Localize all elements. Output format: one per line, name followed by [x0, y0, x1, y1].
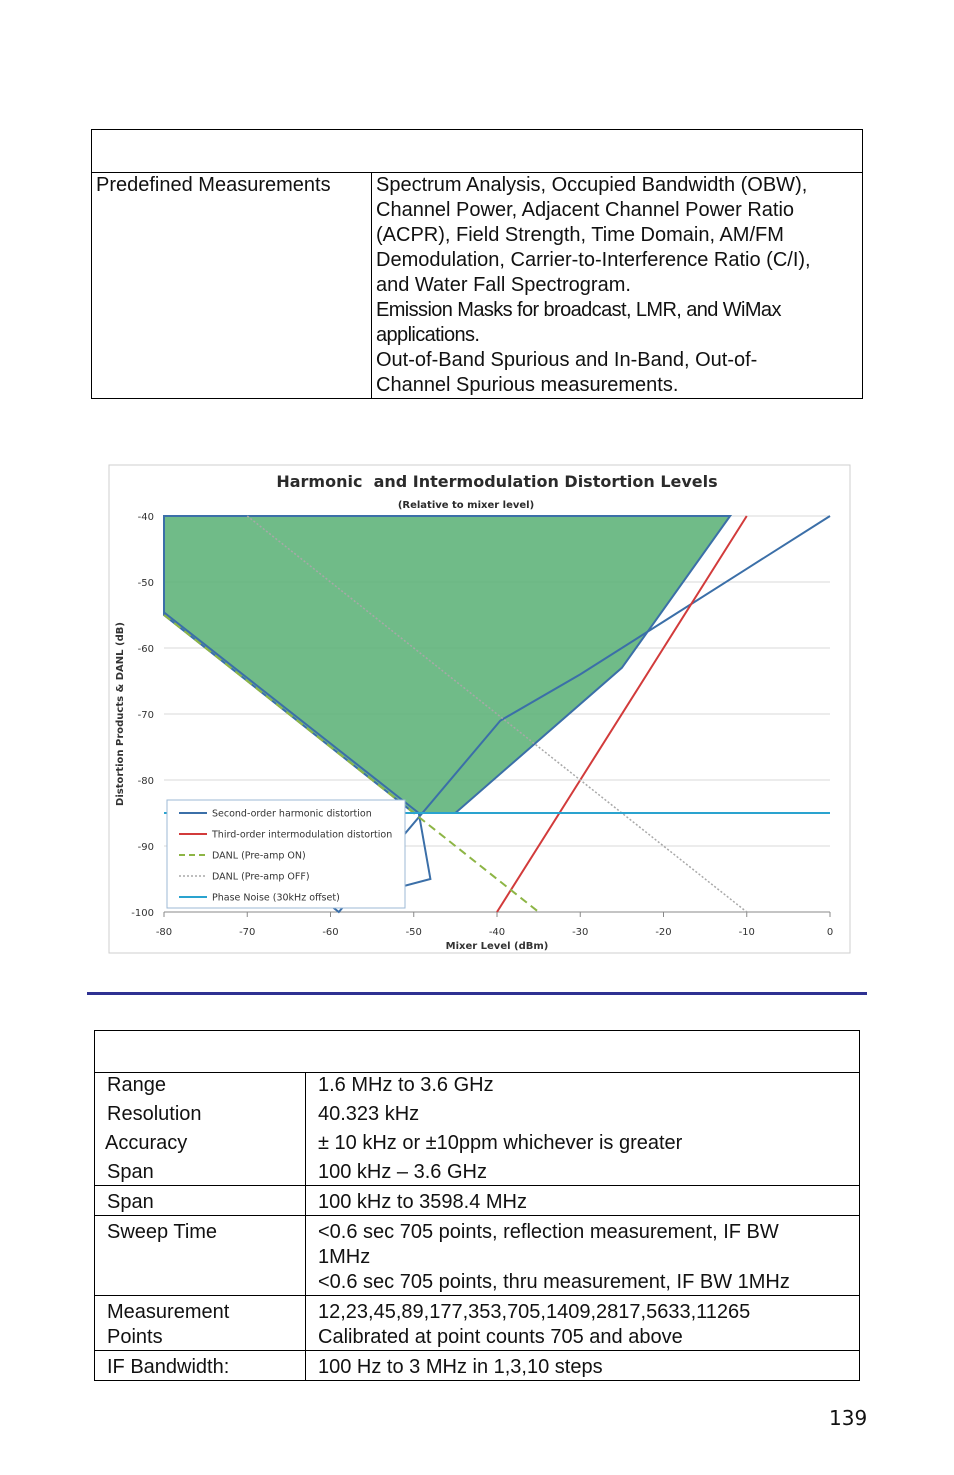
legend-label: Phase Noise (30kHz offset): [212, 892, 340, 904]
distortion-chart: [108, 464, 852, 956]
legend-label: Second-order harmonic distortion: [212, 808, 372, 820]
y-tick-label: -70: [137, 710, 154, 721]
y-tick-label: -80: [137, 776, 154, 787]
row-label: Predefined Measurements: [92, 173, 372, 399]
measurements-table: [91, 129, 863, 399]
x-tick-label: 0: [826, 927, 834, 938]
page-number: 139: [829, 1406, 868, 1430]
table-row: [95, 1296, 860, 1351]
x-tick-label: -30: [572, 927, 589, 938]
label-resolution: Resolution: [107, 1103, 202, 1125]
value-line: Channel Spurious measurements.: [376, 374, 679, 396]
y-tick-label: -90: [137, 842, 154, 853]
table-header: [92, 130, 863, 173]
table-row: [95, 1351, 860, 1381]
value-line: Out-of-Band Spurious and In-Band, Out-of-: [376, 349, 758, 371]
value-line: applications.: [376, 324, 480, 346]
value-range: 1.6 MHz to 3.6 GHz: [318, 1074, 494, 1096]
x-tick-label: -70: [239, 927, 256, 938]
row-value: 100 kHz to 3598.4 MHz: [306, 1186, 860, 1216]
x-axis-label: Mixer Level (dBm): [445, 941, 549, 952]
row-label: [95, 1296, 306, 1351]
row-values: [306, 1073, 860, 1186]
row-value: [372, 173, 863, 399]
value-span: 100 kHz – 3.6 GHz: [318, 1161, 487, 1183]
chart-subtitle: (Relative to mixer level): [397, 500, 535, 511]
label-accuracy: Accuracy: [105, 1132, 188, 1154]
row-label: Span: [95, 1186, 306, 1216]
label-line: Measurement: [107, 1301, 230, 1323]
row-labels: [95, 1073, 306, 1186]
y-tick-label: -100: [131, 908, 154, 919]
x-tick-label: -40: [488, 927, 506, 938]
chart-title: Harmonic and Intermodulation Distortion Levels: [276, 472, 718, 491]
row-label: IF Bandwidth:: [95, 1351, 306, 1381]
chart-svg: [108, 464, 852, 956]
legend-label: DANL (Pre-amp OFF): [212, 871, 310, 883]
value-line: <0.6 sec 705 points, reflection measurement, IF BW: [318, 1221, 779, 1243]
value-line: Spectrum Analysis, Occupied Bandwidth (OBW),: [376, 174, 808, 196]
value-resolution: 40.323 kHz: [318, 1103, 420, 1125]
y-tick-label: -50: [137, 578, 154, 589]
x-tick-label: -50: [405, 927, 422, 938]
label-range: Range: [107, 1074, 166, 1096]
value-line: 1MHz: [318, 1246, 371, 1268]
value-line: Channel Power, Adjacent Channel Power Ratio: [376, 199, 795, 221]
value-line: and Water Fall Spectrogram.: [376, 274, 631, 296]
x-tick-label: -60: [322, 927, 339, 938]
row-value: [306, 1296, 860, 1351]
legend: [167, 800, 405, 908]
row-label: Sweep Time: [95, 1216, 306, 1296]
x-tick-label: -20: [655, 927, 672, 938]
legend-label: Third-order intermodulation distortion: [212, 829, 393, 841]
value-line: Demodulation, Carrier-to-Interference Ratio (C/I),: [376, 249, 811, 271]
label-span: Span: [107, 1161, 154, 1183]
y-tick-label: -60: [137, 644, 154, 655]
label-line: Points: [107, 1326, 163, 1348]
x-tick-label: -10: [738, 927, 755, 938]
table-row: [95, 1186, 860, 1216]
specs-table: [94, 1030, 860, 1381]
table-header: [95, 1031, 860, 1073]
row-value: 100 Hz to 3 MHz in 1,3,10 steps: [306, 1351, 860, 1381]
value-line: <0.6 sec 705 points, thru measurement, IF BW 1MHz: [318, 1271, 790, 1293]
y-axis-label: Distortion Products & DANL (dB): [115, 622, 126, 806]
row-value: [306, 1216, 860, 1296]
section-divider: [87, 992, 867, 995]
table-row: [95, 1073, 860, 1186]
x-tick-label: -80: [155, 927, 173, 938]
value-line: 12,23,45,89,177,353,705,1409,2817,5633,11265: [318, 1301, 751, 1323]
table-row: [95, 1216, 860, 1296]
table-row: [92, 173, 863, 399]
value-line: Calibrated at point counts 705 and above: [318, 1326, 683, 1348]
y-tick-label: -40: [137, 512, 154, 523]
legend-label: DANL (Pre-amp ON): [212, 850, 306, 862]
value-accuracy: ± 10 kHz or ±10ppm whichever is greater: [318, 1132, 683, 1154]
value-line: Emission Masks for broadcast, LMR, and WiMax: [376, 299, 781, 321]
value-line: (ACPR), Field Strength, Time Domain, AM/FM: [376, 224, 784, 246]
